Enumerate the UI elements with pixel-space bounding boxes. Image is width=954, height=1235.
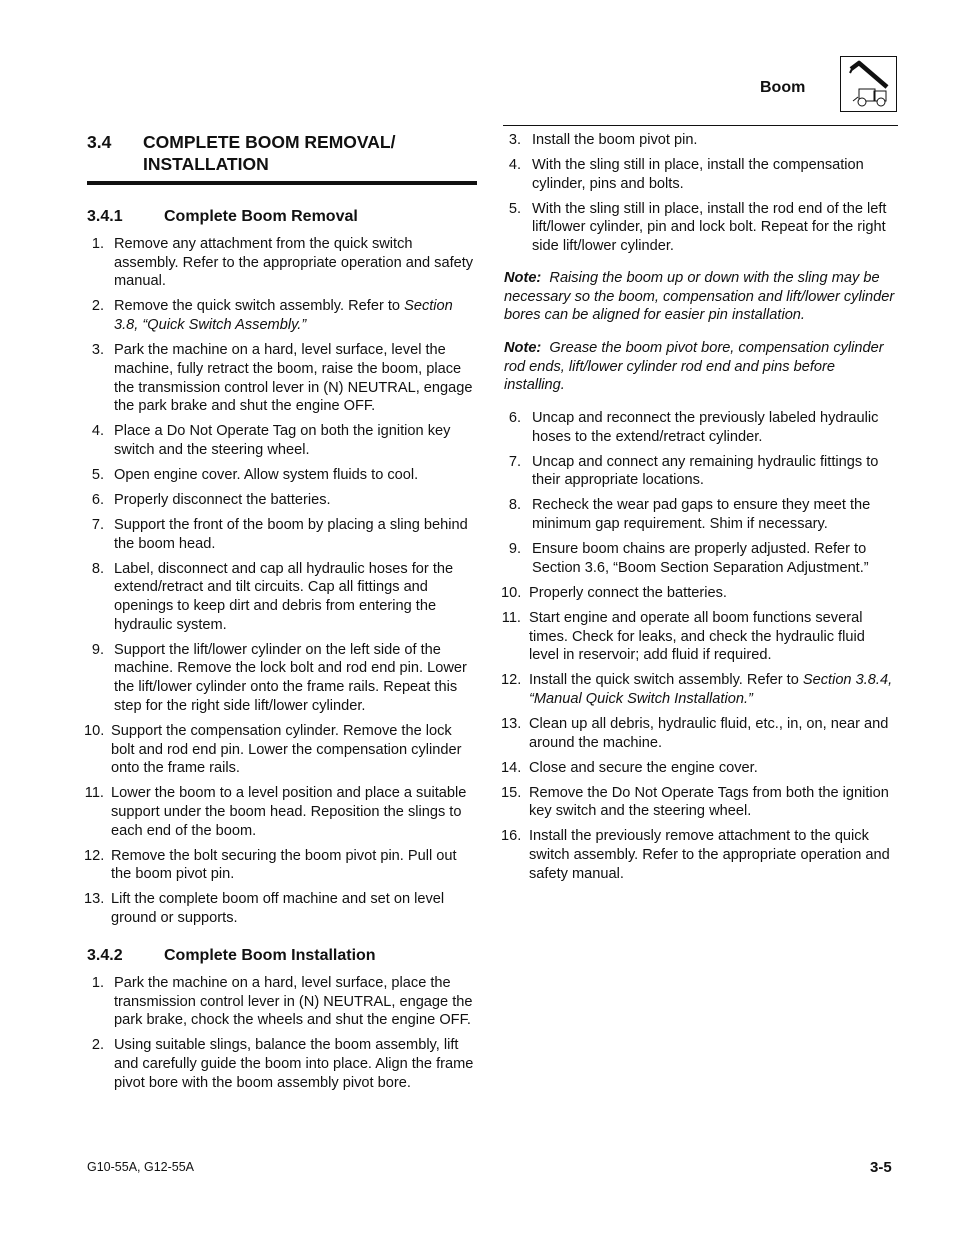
subsection-title: Complete Boom Installation bbox=[164, 947, 376, 965]
list-item: 1. Remove any attachment from the quick switch assembly. Refer to the appropriate operation and safety manual. bbox=[91, 236, 474, 290]
list-item: 8. Label, disconnect and cap all hydraulic hoses for the extend/retract and tilt circuits. Cap all fittings and openings to keep dirt and debris from entering the hydraulic system. bbox=[91, 560, 454, 633]
note-paragraph bbox=[504, 269, 898, 325]
list-item: 14. Close and secure the engine cover. bbox=[501, 759, 758, 776]
removal-steps-list bbox=[84, 235, 477, 928]
list-item: 2. Using suitable slings, balance the boom assembly, lift and carefully guide the boom into place. Align the frame pivot bore with the boom assembly pivot bore. bbox=[91, 1037, 474, 1091]
note-text: Raising the boom up or down with the sling may be necessary so the boom, compensation and lift/lower cylinder bores can be aligned for easier pin installation. bbox=[504, 269, 895, 324]
running-header-title: Boom bbox=[760, 79, 806, 96]
telehandler-boom-graphic bbox=[841, 57, 896, 111]
telehandler-boom-icon bbox=[840, 56, 897, 112]
installation-steps-list-right-a bbox=[504, 131, 898, 256]
cross-reference: Section 3.8, “Quick Switch Assembly.” bbox=[114, 298, 453, 334]
note-paragraph bbox=[504, 339, 898, 395]
right-column bbox=[501, 131, 898, 890]
list-item: 1. Park the machine on a hard, level surface, place the transmission control lever in (N) NEUTRAL, engage the park brake, chock the wheels and shut the engine OFF. bbox=[91, 975, 473, 1029]
subsection-number: 3.4.2 bbox=[87, 947, 123, 965]
list-item: 5. With the sling still in place, install the rod end of the left lift/lower cylinder, pin and lock bolt. Repeat for the right side lift/lower cylinder. bbox=[508, 200, 887, 255]
list-item: 3. Install the boom pivot pin. bbox=[508, 132, 698, 148]
list-item: 3. Park the machine on a hard, level surface, level the machine, fully retract the boom, raise the boom, place the transmission control lever in (N) NEUTRAL, engage the park brake and shut the engine OFF. bbox=[91, 342, 473, 415]
footer-model-numbers: G10-55A, G12-55A bbox=[87, 1160, 195, 1174]
cross-reference: Section 3.8.4, “Manual Quick Switch Installation.” bbox=[529, 672, 893, 707]
installation-steps-list-left bbox=[87, 974, 477, 1093]
installation-steps-list-right-b bbox=[501, 409, 898, 883]
list-item: 6. Properly disconnect the batteries. bbox=[91, 491, 331, 508]
subsection-heading-removal bbox=[87, 207, 477, 227]
list-item: 12. Install the quick switch assembly. Refer to Section 3.8.4, “Manual Quick Switch Installation.” bbox=[501, 672, 893, 707]
list-item: 8. Recheck the wear pad gaps to ensure they meet the minimum gap requirement. Shim if necessary. bbox=[508, 497, 871, 533]
list-item: 11. Start engine and operate all boom functions several times. Check for leaks, and check the hydraulic fluid level in reservoir; add fluid if required. bbox=[501, 609, 865, 664]
note-label: Note: bbox=[504, 269, 542, 286]
list-item: 9. Ensure boom chains are properly adjusted. Refer to Section 3.6, “Boom Section Separation Adjustment.” bbox=[508, 541, 869, 576]
list-item: 2. Remove the quick switch assembly. Refer to Section 3.8, “Quick Switch Assembly.” bbox=[91, 298, 453, 334]
list-item: 13. Lift the complete boom off machine and set on level ground or supports. bbox=[84, 891, 445, 927]
subsection-heading-installation bbox=[87, 946, 477, 966]
list-item: 6. Uncap and reconnect the previously labeled hydraulic hoses to the extend/retract cylinder. bbox=[508, 410, 879, 445]
note-label: Note: bbox=[504, 339, 542, 356]
list-item: 11. Lower the boom to a level position and place a suitable support under the boom head. Reposition the slings to each end of the boom. bbox=[84, 785, 467, 839]
section-title: COMPLETE BOOM REMOVAL/ INSTALLATION bbox=[143, 132, 396, 174]
list-item: 5. Open engine cover. Allow system fluids to cool. bbox=[91, 466, 419, 483]
left-column bbox=[84, 131, 477, 1099]
list-item: 15. Remove the Do Not Operate Tags from both the ignition key switch and the steering wheel. bbox=[501, 784, 889, 820]
list-item: 9. Support the lift/lower cylinder on the left side of the machine. Remove the lock bolt and rod end pin. Lower the lift/lower cylinder onto the frame rails. Repeat this step for the right side lift/lower cylinder. bbox=[91, 641, 467, 714]
list-item: 12. Remove the bolt securing the boom pivot pin. Pull out the boom pivot pin. bbox=[84, 847, 457, 883]
section-number: 3.4 bbox=[87, 132, 112, 152]
list-item: 10. Support the compensation cylinder. Remove the lock bolt and rod end pin. Lower the compensation cylinder onto the frame rails. bbox=[84, 722, 462, 777]
subsection-title: Complete Boom Removal bbox=[164, 208, 358, 225]
list-item: 7. Uncap and connect any remaining hydraulic fittings to their appropriate locations. bbox=[508, 453, 879, 489]
section-rule bbox=[87, 181, 477, 185]
subsection-number: 3.4.1 bbox=[87, 208, 123, 225]
section-heading bbox=[87, 131, 477, 175]
page-number: 3-5 bbox=[870, 1159, 892, 1176]
list-item: 7. Support the front of the boom by placing a sling behind the boom head. bbox=[91, 516, 468, 552]
note-text: Grease the boom pivot bore, compensation cylinder rod ends, lift/lower cylinder rod end and pins before installing. bbox=[504, 339, 884, 394]
list-item: 4. With the sling still in place, install the compensation cylinder, pins and bolts. bbox=[508, 157, 864, 192]
list-item: 16. Install the previously remove attachment to the quick switch assembly. Refer to the appropriate operation and safety manual. bbox=[501, 828, 890, 882]
list-item: 13. Clean up all debris, hydraulic fluid, etc., in, on, near and around the machine. bbox=[501, 715, 889, 751]
list-item: 10. Properly connect the batteries. bbox=[501, 584, 727, 601]
header-rule bbox=[503, 125, 898, 126]
list-item: 4. Place a Do Not Operate Tag on both the ignition key switch and the steering wheel. bbox=[91, 423, 451, 458]
